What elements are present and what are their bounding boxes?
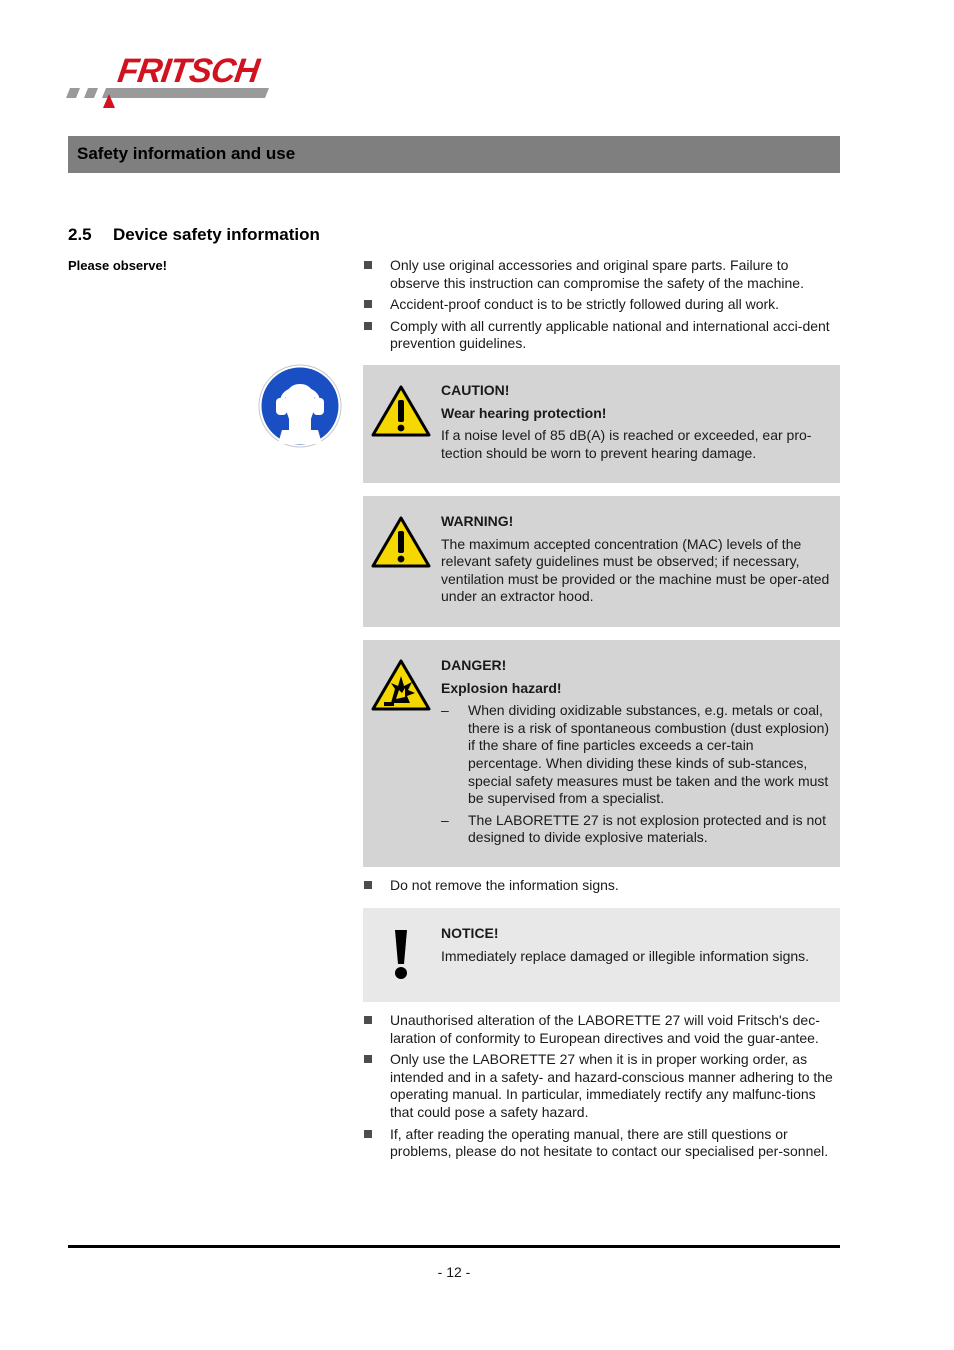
bullet-square-icon — [364, 322, 372, 330]
notice-label: NOTICE! — [441, 925, 499, 941]
bullet-list-mid — [363, 877, 841, 899]
notice-box — [363, 908, 840, 1002]
bullet-square-icon — [364, 1055, 372, 1063]
section-heading — [68, 225, 320, 245]
section-number: 2.5 — [68, 225, 92, 244]
list-item: Accident-proof conduct is to be strictly followed during all work. — [363, 296, 841, 314]
warning-text: The maximum accepted concentration (MAC) levels of the relevant safety guidelines must be observed; if necessary, ventilation must be provided or the machine must be oper-ated under an extractor hood. — [441, 535, 830, 605]
warning-triangle-icon — [371, 516, 431, 568]
footer-divider — [68, 1245, 840, 1248]
exclamation-icon — [391, 928, 411, 980]
list-item: – The LABORETTE 27 is not explosion protected and is not designed to divide explosive materials. — [441, 811, 826, 846]
caution-box — [363, 365, 840, 483]
bullet-list-bottom — [363, 1012, 841, 1165]
section-bar-title: Safety information and use — [77, 144, 296, 163]
list-item: Only use the LABORETTE 27 when it is in proper working order, as intended and in a safety- and hazard-conscious manner adhering to the operating manual. In particular, immediately rectify any malfunc-tions that could pose a safety hazard. — [363, 1051, 841, 1121]
bullet-square-icon — [364, 1130, 372, 1138]
list-item: Only use original accessories and original spare parts. Failure to observe this instruction can compromise the safety of the machine. — [363, 257, 841, 292]
caution-text: If a noise level of 85 dB(A) is reached or exceeded, ear pro-tection should be worn to prevent hearing damage. — [441, 427, 812, 461]
page-number: - 12 - — [437, 1264, 471, 1280]
danger-box — [363, 640, 840, 867]
bullet-square-icon — [364, 1016, 372, 1024]
bullet-square-icon — [364, 881, 372, 889]
hearing-protection-sign-icon — [258, 364, 342, 448]
danger-subtitle: Explosion hazard! — [441, 679, 562, 696]
list-item: Comply with all currently applicable national and international acci-dent prevention guidelines. — [363, 318, 841, 353]
section-title: Device safety information — [113, 225, 320, 244]
list-item: – When dividing oxidizable substances, e.g. metals or coal, there is a risk of spontaneous combustion (dust explosion) if the share of fine particles exceeds a cer-tain percentage. When dividing these kinds of sub-stances, special safety measures must be taken and the work must be supervised from a specialist. — [441, 702, 830, 807]
bullet-square-icon — [364, 300, 372, 308]
bullet-square-icon — [364, 261, 372, 269]
warning-label: WARNING! — [441, 513, 514, 529]
warning-box — [363, 496, 840, 627]
danger-list — [441, 702, 830, 847]
fritsch-logo — [66, 50, 286, 112]
section-header-bar — [68, 136, 840, 173]
danger-label: DANGER! — [441, 657, 507, 673]
list-item: Unauthorised alteration of the LABORETTE 27 will void Fritsch's dec-laration of conformity to European directives and void the guar-antee. — [363, 1012, 841, 1047]
caution-subtitle: Wear hearing protection! — [441, 404, 607, 421]
list-item: Do not remove the information signs. — [363, 877, 841, 895]
side-note: Please observe! — [68, 258, 168, 273]
explosion-hazard-icon — [371, 659, 431, 711]
caution-label: CAUTION! — [441, 382, 510, 398]
notice-text: Immediately replace damaged or illegible information signs. — [441, 947, 810, 964]
warning-triangle-icon — [371, 385, 431, 437]
bullet-list-top — [363, 257, 841, 357]
list-item: If, after reading the operating manual, there are still questions or problems, please do not hesitate to contact our specialised per-sonnel. — [363, 1126, 841, 1161]
logo-text: FRITSCH — [115, 52, 262, 90]
